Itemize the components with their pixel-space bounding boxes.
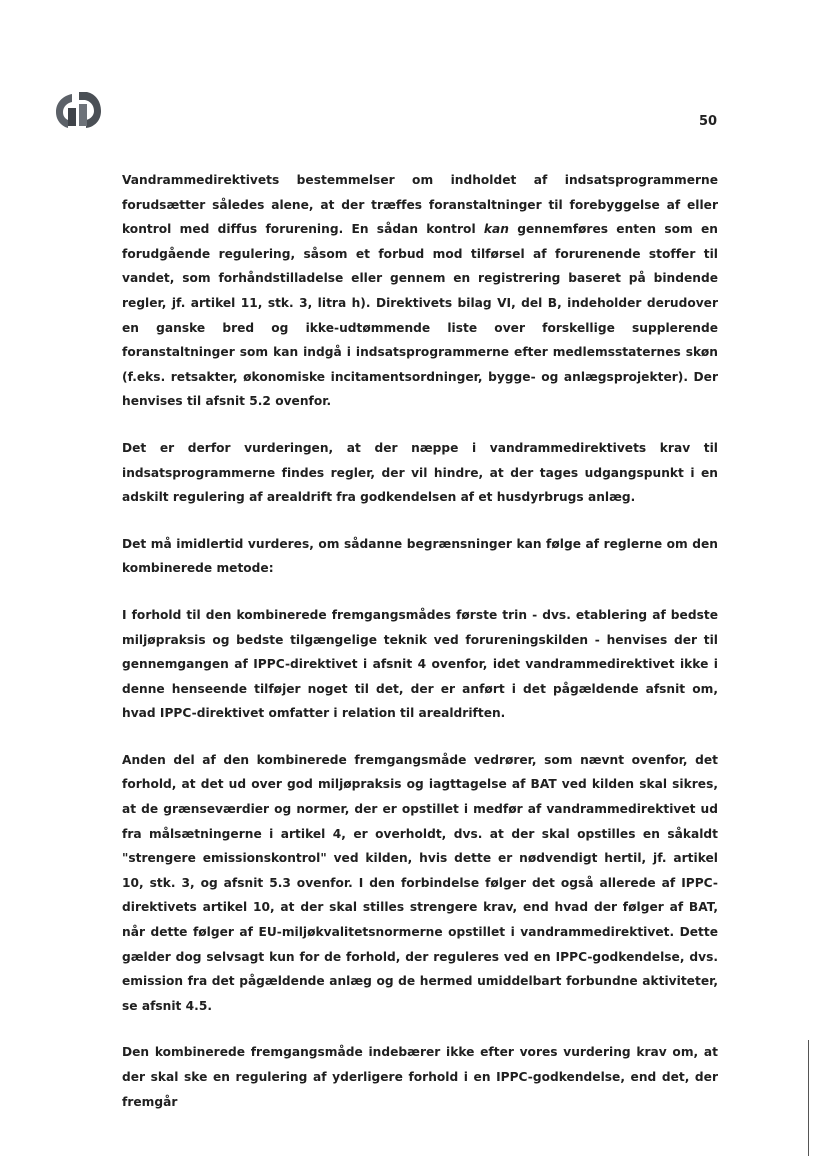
- paragraph-2: Det er derfor vurderingen, at der næppe i vandrammedirektivets krav til indsatsprogrammerne findes regler, der vil hindre, at der tages udgangspunkt i en adskilt regulering af arealdrift fra godkendelsen af et husdyrbrugs anlæg.: [122, 440, 718, 505]
- paragraph-5: Anden del af den kombinerede fremgangsmåde vedrører, som nævnt ovenfor, det forhold, at det ud over god miljøpraksis og iagttagelse af BAT ved kilden skal sikres, at de grænseværdier og normer, der er opstillet i medfør af vandrammedirektivet ud fra målsætningerne i artikel 4, er overholdt, dvs. at der skal opstilles en såkaldt "strengere emissionskontrol" ved kilden, hvis dette er nødvendigt hertil, jf. artikel 10, stk. 3, og afsnit 5.3 ovenfor. I den forbindelse følger det også allerede af IPPC-direktivets artikel 10, at der skal stilles strengere krav, end hvad der følger af BAT, når dette følger af EU-miljøkvalitetsnormerne opstillet i vandrammedirektivet. Dette gælder dog selvsagt kun for de forhold, der reguleres ved en IPPC-godkendelse, dvs. emission fra det pågældende anlæg og de hermed umiddelbart forbundne aktiviteter, se afsnit 4.5.: [122, 752, 718, 1013]
- paragraph-1-start: Vandrammedirektivets bestemmelser om indholdet af indsatsprogrammerne forudsætter således alene, at der træffes foranstaltninger til forebyggelse af eller kontrol med diffus forurening. En sådan kontrol: [122, 173, 718, 237]
- page-number: 50: [699, 114, 718, 129]
- paragraph-4: I forhold til den kombinerede fremgangsmådes første trin - dvs. etablering af bedste miljøpraksis og bedste tilgængelige teknik ved forureningskilden - henvises der til gennemgangen af IPPC-direktivet i afsnit 4 ovenfor, idet vandrammedirektivet ikke i denne henseende tilføjer noget til det, der er anført i det pågældende afsnit om, hvad IPPC-direktivet omfatter i relation til arealdriften.: [122, 607, 718, 721]
- document-body: [122, 168, 718, 1114]
- paragraph-1: [122, 168, 718, 414]
- paragraph-6: Den kombinerede fremgangsmåde indebærer ikke efter vores vurdering krav om, at der skal ske en regulering af yderligere forhold i en IPPC-godkendelse, end det, der fremgår: [122, 1045, 718, 1109]
- scan-edge-line: [808, 1040, 809, 1156]
- logo-icon: [52, 86, 104, 132]
- paragraph-1-end: gennemføres enten som en forudgående regulering, såsom et forbud mod tilførsel af forurenende stoffer til vandet, som forhåndstilladelse eller gennem en registrering baseret på bindende regler, jf. artikel 11, stk. 3, litra h). Direktivets bilag VI, del B, indeholder derudover en ganske bred og ikke-udtømmende liste over forskellige supplerende foranstaltninger som kan indgå i indsatsprogrammerne efter medlemsstaternes skøn (f.eks. retsakter, økonomiske incitamentsordninger, bygge- og anlægsprojekter). Der henvises til afsnit 5.2 ovenfor.: [122, 222, 719, 409]
- emphasis-kan: kan: [483, 222, 509, 237]
- paragraph-3: Det må imidlertid vurderes, om sådanne begrænsninger kan følge af reglerne om den kombinerede metode:: [122, 536, 718, 576]
